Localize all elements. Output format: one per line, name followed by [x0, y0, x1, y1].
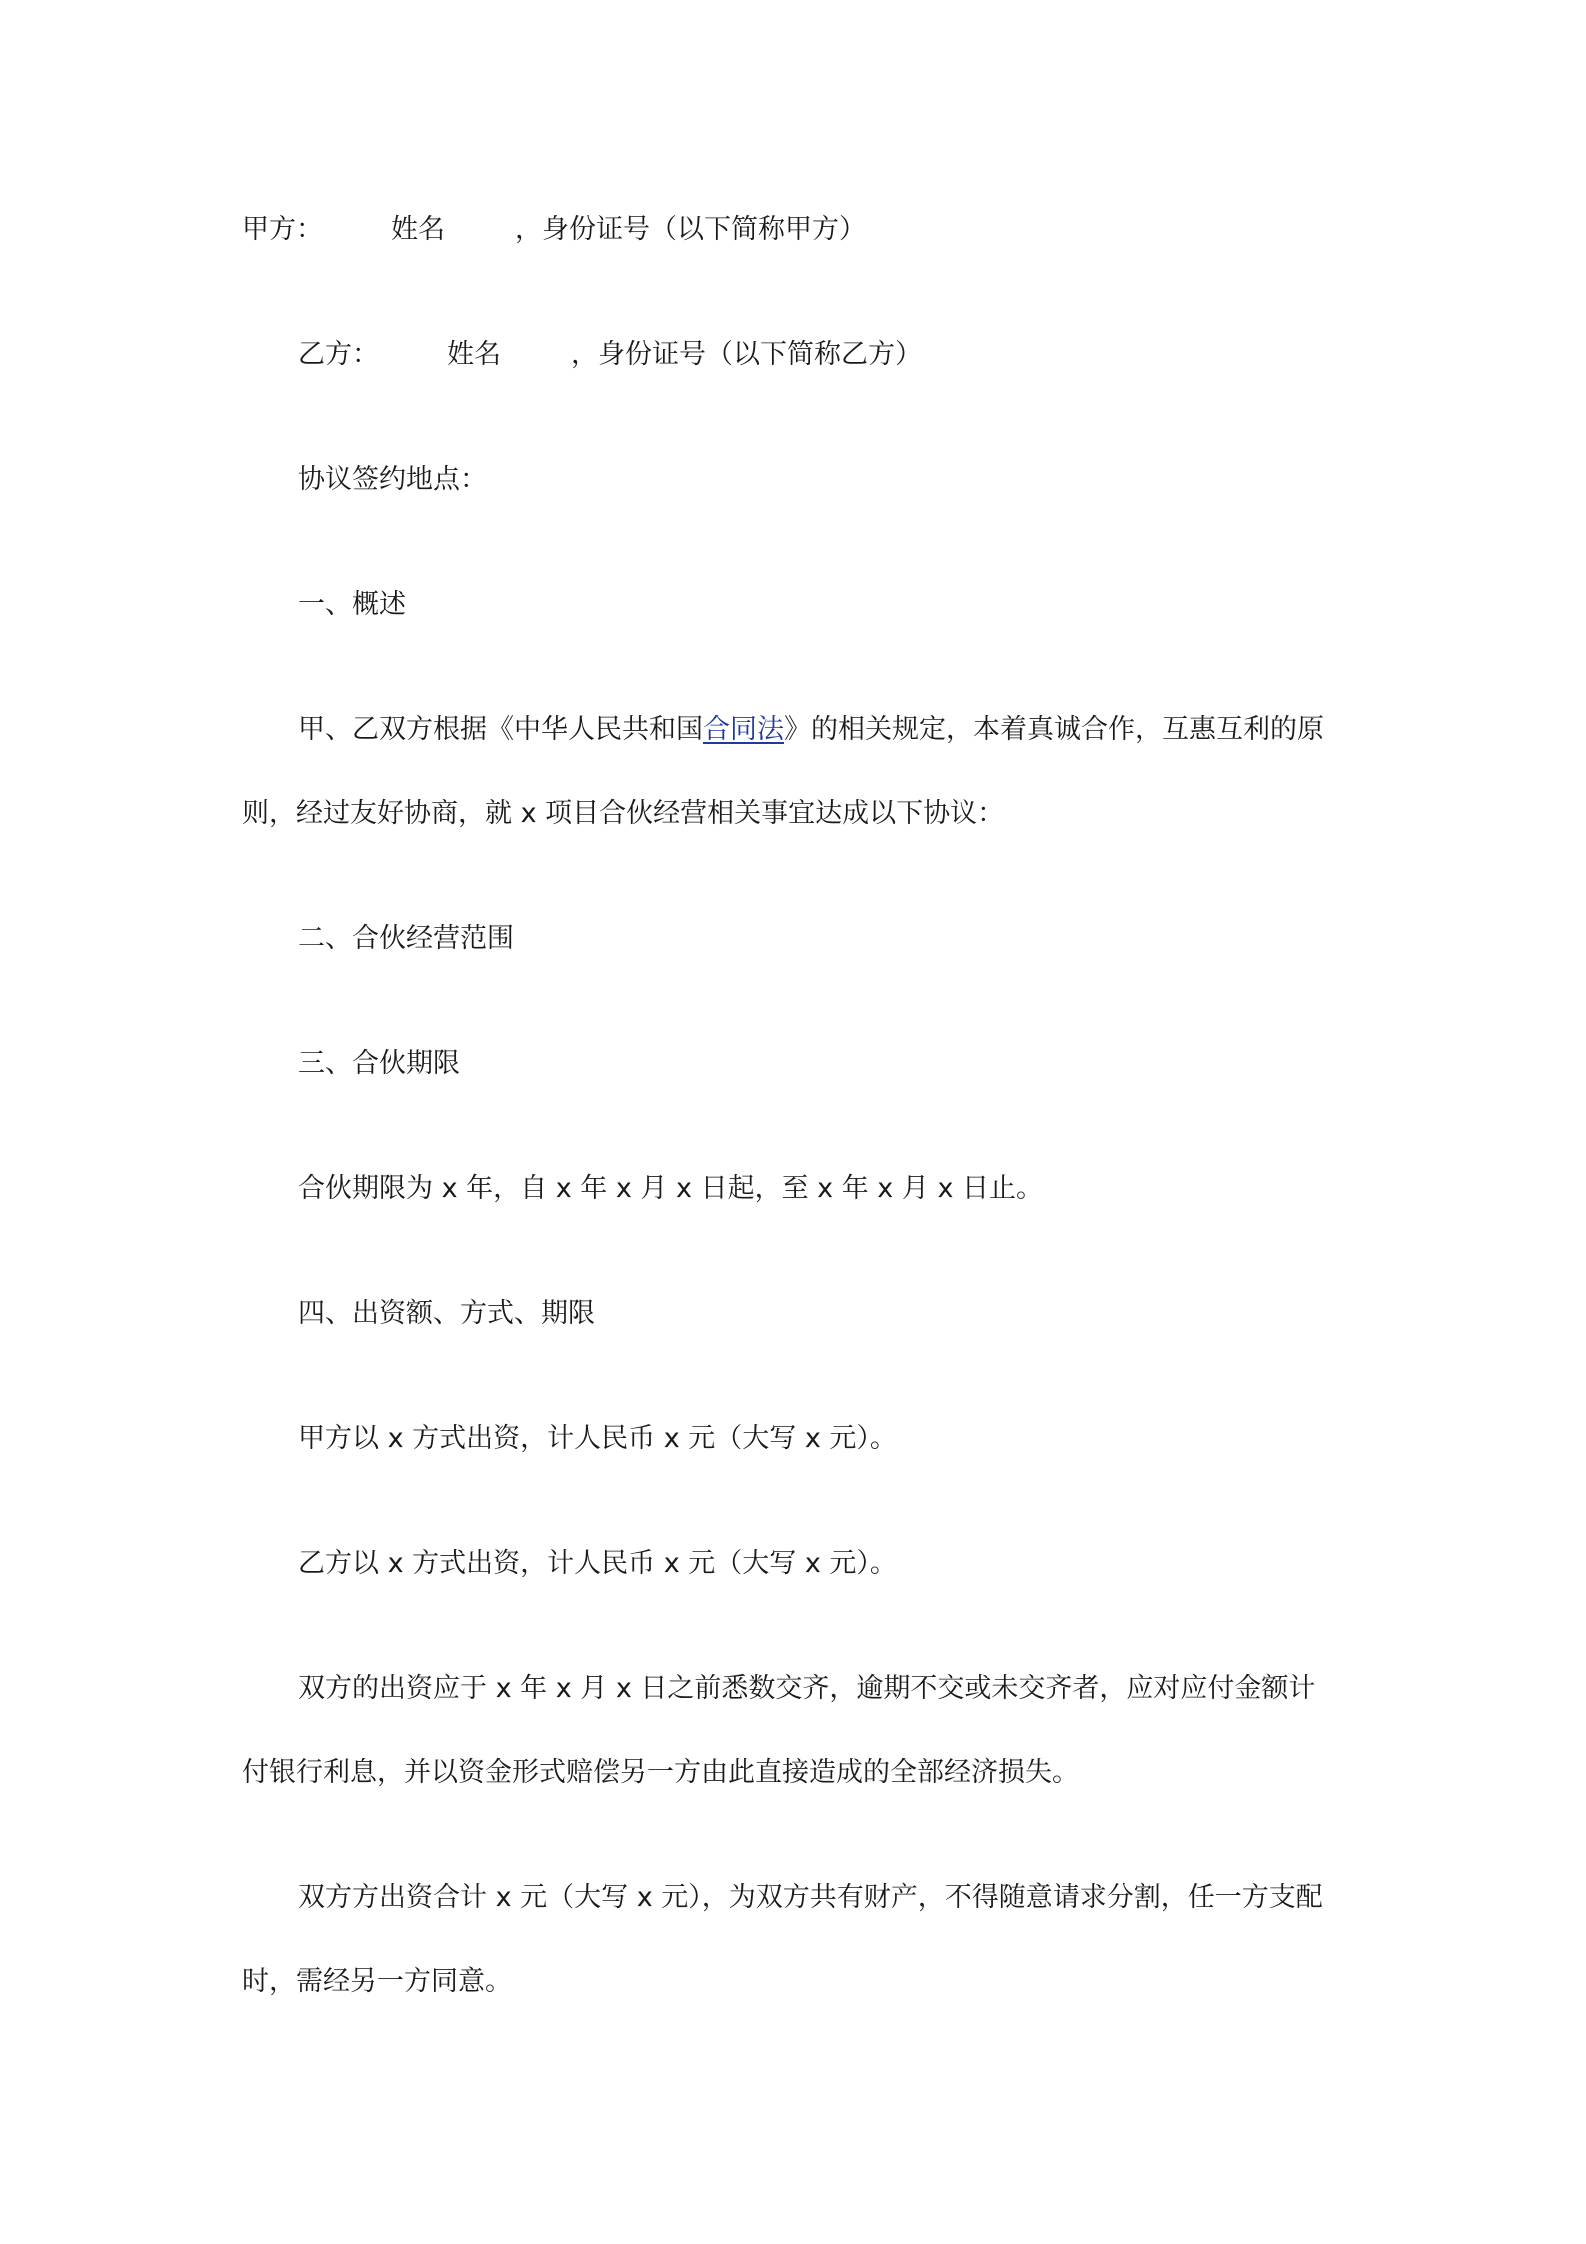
party-a-label: 甲方： — [242, 214, 323, 245]
party-a-line — [242, 212, 866, 248]
signing-location-label: 协议签约地点： — [298, 464, 487, 495]
section-overview-heading: 一、概述 — [298, 589, 406, 620]
capital-deadline-line-2: 付银行利息，并以资金形式赔偿另一方由此直接造成的全部经济损失。 — [242, 1757, 1079, 1788]
term-paragraph: 合伙期限为 x 年，自 x 年 x 月 x 日起，至 x 年 x 月 x 日止。 — [298, 1173, 1044, 1204]
capital-deadline-line-1: 双方的出资应于 x 年 x 月 x 日之前悉数交齐，逾期不交或未交齐者，应对应付金额计 — [298, 1673, 1316, 1704]
party-b-label: 乙方： — [298, 339, 379, 370]
party-b-id-label: ，身份证号（以下简称乙方） — [571, 339, 922, 370]
party-a-id-label: ，身份证号（以下简称甲方） — [515, 214, 866, 245]
section-term-heading: 三、合伙期限 — [298, 1048, 460, 1079]
section-scope-heading: 二、合伙经营范围 — [298, 923, 514, 954]
party-b-name-label: 姓名 — [447, 339, 501, 370]
contract-law-link[interactable]: 合同法 — [703, 714, 784, 745]
overview-paragraph-line-1 — [298, 712, 1324, 748]
capital-joint-line-1: 双方方出资合计 x 元（大写 x 元），为双方共有财产，不得随意请求分割，任一方支配 — [298, 1882, 1323, 1913]
section-capital-heading: 四、出资额、方式、期限 — [298, 1298, 595, 1329]
party-a-name-label: 姓名 — [391, 214, 445, 245]
overview-text-before-link: 甲、乙双方根据《中华人民共和国 — [298, 714, 703, 745]
party-b-line — [298, 337, 922, 373]
capital-party-a-paragraph: 甲方以 x 方式出资，计人民币 x 元（大写 x 元）。 — [298, 1423, 897, 1454]
overview-text-after-link: 》的相关规定，本着真诚合作，互惠互利的原 — [784, 714, 1324, 745]
overview-paragraph-line-2: 则，经过友好协商，就 x 项目合伙经营相关事宜达成以下协议： — [242, 798, 1005, 829]
capital-joint-line-2: 时，需经另一方同意。 — [242, 1966, 512, 1997]
capital-party-b-paragraph: 乙方以 x 方式出资，计人民币 x 元（大写 x 元）。 — [298, 1548, 897, 1579]
